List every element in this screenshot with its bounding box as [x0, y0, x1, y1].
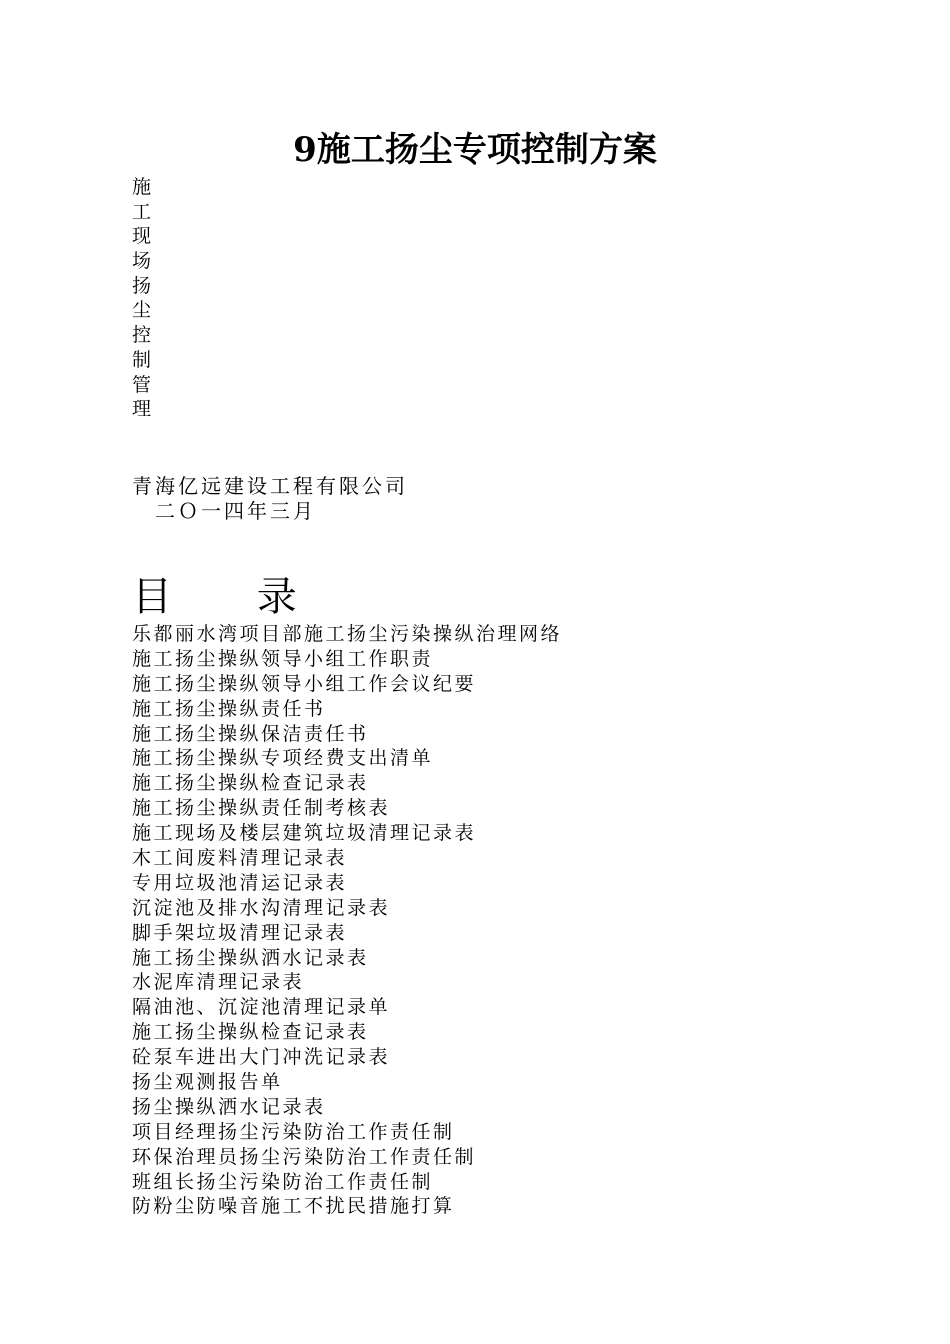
vertical-subtitle-char: 尘: [132, 299, 152, 322]
vertical-subtitle-char: 控: [132, 324, 152, 347]
toc-item: 水泥库清理记录表: [132, 971, 305, 994]
toc-item: 扬尘观测报告单: [132, 1071, 283, 1094]
vertical-subtitle-char: 现: [132, 225, 152, 248]
vertical-subtitle-char: 理: [132, 398, 152, 421]
toc-item: 环保治理员扬尘污染防治工作责任制: [132, 1145, 477, 1168]
vertical-subtitle-char: 管: [132, 373, 152, 396]
vertical-subtitle-char: 制: [132, 348, 152, 371]
toc-item: 施工扬尘操纵领导小组工作职责: [132, 647, 434, 670]
toc-item: 专用垃圾池清运记录表: [132, 871, 348, 894]
toc-item: 乐都丽水湾项目部施工扬尘污染操纵治理网络: [132, 623, 563, 645]
toc-item: 施工扬尘操纵保洁责任书: [132, 722, 369, 745]
toc-item: 沉淀池及排水沟清理记录表: [132, 896, 391, 919]
toc-item: 施工扬尘操纵检查记录表: [132, 772, 369, 795]
vertical-subtitle-char: 工: [132, 200, 152, 223]
toc-item: 木工间废料清理记录表: [132, 847, 348, 870]
toc-list: [132, 622, 562, 1219]
company-name: 青海亿远建设工程有限公司: [132, 474, 408, 498]
vertical-subtitle-char: 施: [132, 176, 152, 198]
toc-item: 施工扬尘操纵领导小组工作会议纪要: [132, 672, 477, 695]
vertical-subtitle-char: 场: [132, 250, 152, 273]
toc-item: 施工扬尘操纵责任制考核表: [132, 797, 391, 820]
toc-item: 脚手架垃圾清理记录表: [132, 921, 348, 944]
toc-item: 施工扬尘操纵洒水记录表: [132, 946, 369, 969]
toc-item: 施工扬尘操纵检查记录表: [132, 1021, 369, 1044]
toc-heading: 目 录: [132, 574, 333, 620]
toc-item: 防粉尘防噪音施工不扰民措施打算: [132, 1195, 455, 1218]
toc-item: 施工扬尘操纵专项经费支出清单: [132, 747, 434, 770]
toc-item: 隔油池、沉淀池清理记录单: [132, 996, 391, 1019]
toc-item: 施工现场及楼层建筑垃圾清理记录表: [132, 822, 477, 845]
toc-item: 施工扬尘操纵责任书: [132, 697, 326, 720]
toc-item: 砼泵车进出大门冲洗记录表: [132, 1046, 391, 1069]
toc-item: 项目经理扬尘污染防治工作责任制: [132, 1120, 455, 1143]
document-title: 9施工扬尘专项控制方案: [293, 130, 657, 170]
toc-item: 扬尘操纵洒水记录表: [132, 1095, 326, 1118]
vertical-subtitle-char: 扬: [132, 274, 152, 297]
vertical-subtitle: [132, 175, 156, 422]
document-date: 二Ｏ一四年三月: [155, 499, 316, 523]
toc-item: 班组长扬尘污染防治工作责任制: [132, 1170, 434, 1193]
